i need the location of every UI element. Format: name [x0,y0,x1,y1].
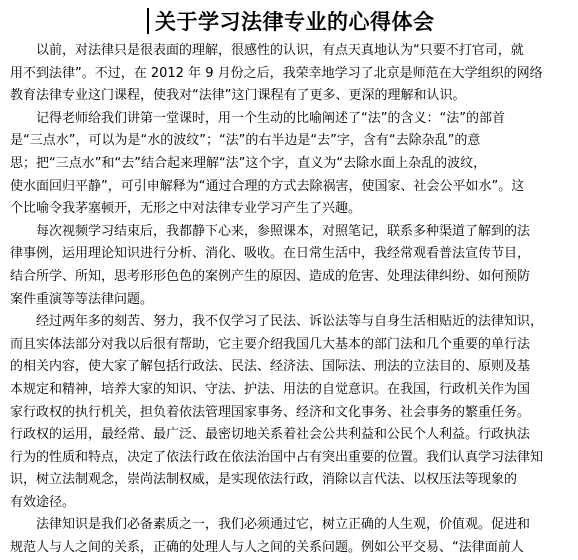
text-line: 律事例，运用理论知识进行分析、消化、吸收。在日常生活中，我经常观看普法宣传节目， [10,246,531,262]
text-line: 规范人与人之间的关系，正确的处理人与人之间的关系问题。例如公平交易、“法律面前人 [10,540,524,556]
paragraph-4 [10,311,572,514]
title-row [0,6,578,36]
text-line: 法律知识是我们必备素质之一，我们必须通过它，树立正确的人生观，价值观。促进和 [36,517,531,533]
text-line: 家行政权的执行机关，担负着依法管理国家事务、经济和文化事务、社会事务的繁重任务。 [10,404,531,420]
text-line: 是“三点水”，可以为是“水的波纹”；“法”的右半边是“去”字，含有“去除杂乱”的意 [10,133,481,149]
document-title: 关于学习法律专业的心得体会 [155,10,435,34]
text-line: 有效途径。 [10,494,76,510]
text-line: 思；把“三点水”和“去”结合起来理解“法”这个字，直义为“去除水面上杂乱的波纹， [10,155,487,171]
paragraph-3 [10,221,572,311]
text-line: 行政权的运用，最经常、最广泛、最密切地关系着社会公共利益和公民个人利益。行政执法 [10,427,531,443]
text-line: 案件重演等等法律问题。 [10,291,154,307]
paragraph-5 [10,514,572,559]
paragraph-1 [10,40,572,108]
text-cursor [147,8,149,34]
document-body [10,40,572,560]
text-line: 使水面回归平静”，可引申解释为“通过合理的方式去除祸害，使国家、社会公平如水”。这 [10,178,525,194]
text-line: 结合所学、所知，思考形形色色的案例产生的原因、造成的危害、处理法律纠纷、如何预防 [10,268,531,284]
text-line: 用不到法律”。不过，在 2012 年 9 月份之后，我荣幸地学习了北京是师范在大学组织的网络 [10,65,543,81]
text-line: 的相关内容，使大家了解包括行政法、民法、经济法、国际法、刑法的立法目的、原则及基 [10,359,531,375]
text-line: 本规定和精神，培养大家的知识、守法、护法、用法的自觉意识。在我国，行政机关作为国 [10,381,531,397]
text-line: 以前，对法律只是很表面的理解，很感性的认识，有点天真地认为“只要不打官司，就 [36,43,524,58]
text-line: 每次视频学习结束后，我都静下心来，参照课本，对照笔记，联系多种渠道了解到的法 [36,223,531,239]
text-line: 而且实体法部分对我以后很有帮助，它主要介绍我国几大基本的部门法和几个重要的单行法 [10,336,531,352]
text-line: 记得老师给我们讲第一堂课时，用一个生动的比喻阐述了“法”的含义：“法”的部首 [36,110,505,126]
text-line: 教育法律专业这门课程，使我对“法律”这门课程有了更多、更深的理解和认识。 [10,88,466,104]
text-line: 行为的性质和特点，决定了依法行政在依法治国中占有突出重要的位置。我们认真学习法律知 [10,449,544,465]
text-line: 识，树立法制观念，崇尚法制权威，是实现依法行政，消除以言代法、以权压法等现象的 [10,472,518,488]
text-line: 经过两年多的刻苦、努力，我不仅学习了民法、诉讼法等与自身生活相贴近的法律知识， [36,314,544,330]
text-line: 个比喻令我茅塞顿开，无形之中对法律专业学习产生了兴趣。 [10,201,362,217]
paragraph-2 [10,108,572,221]
